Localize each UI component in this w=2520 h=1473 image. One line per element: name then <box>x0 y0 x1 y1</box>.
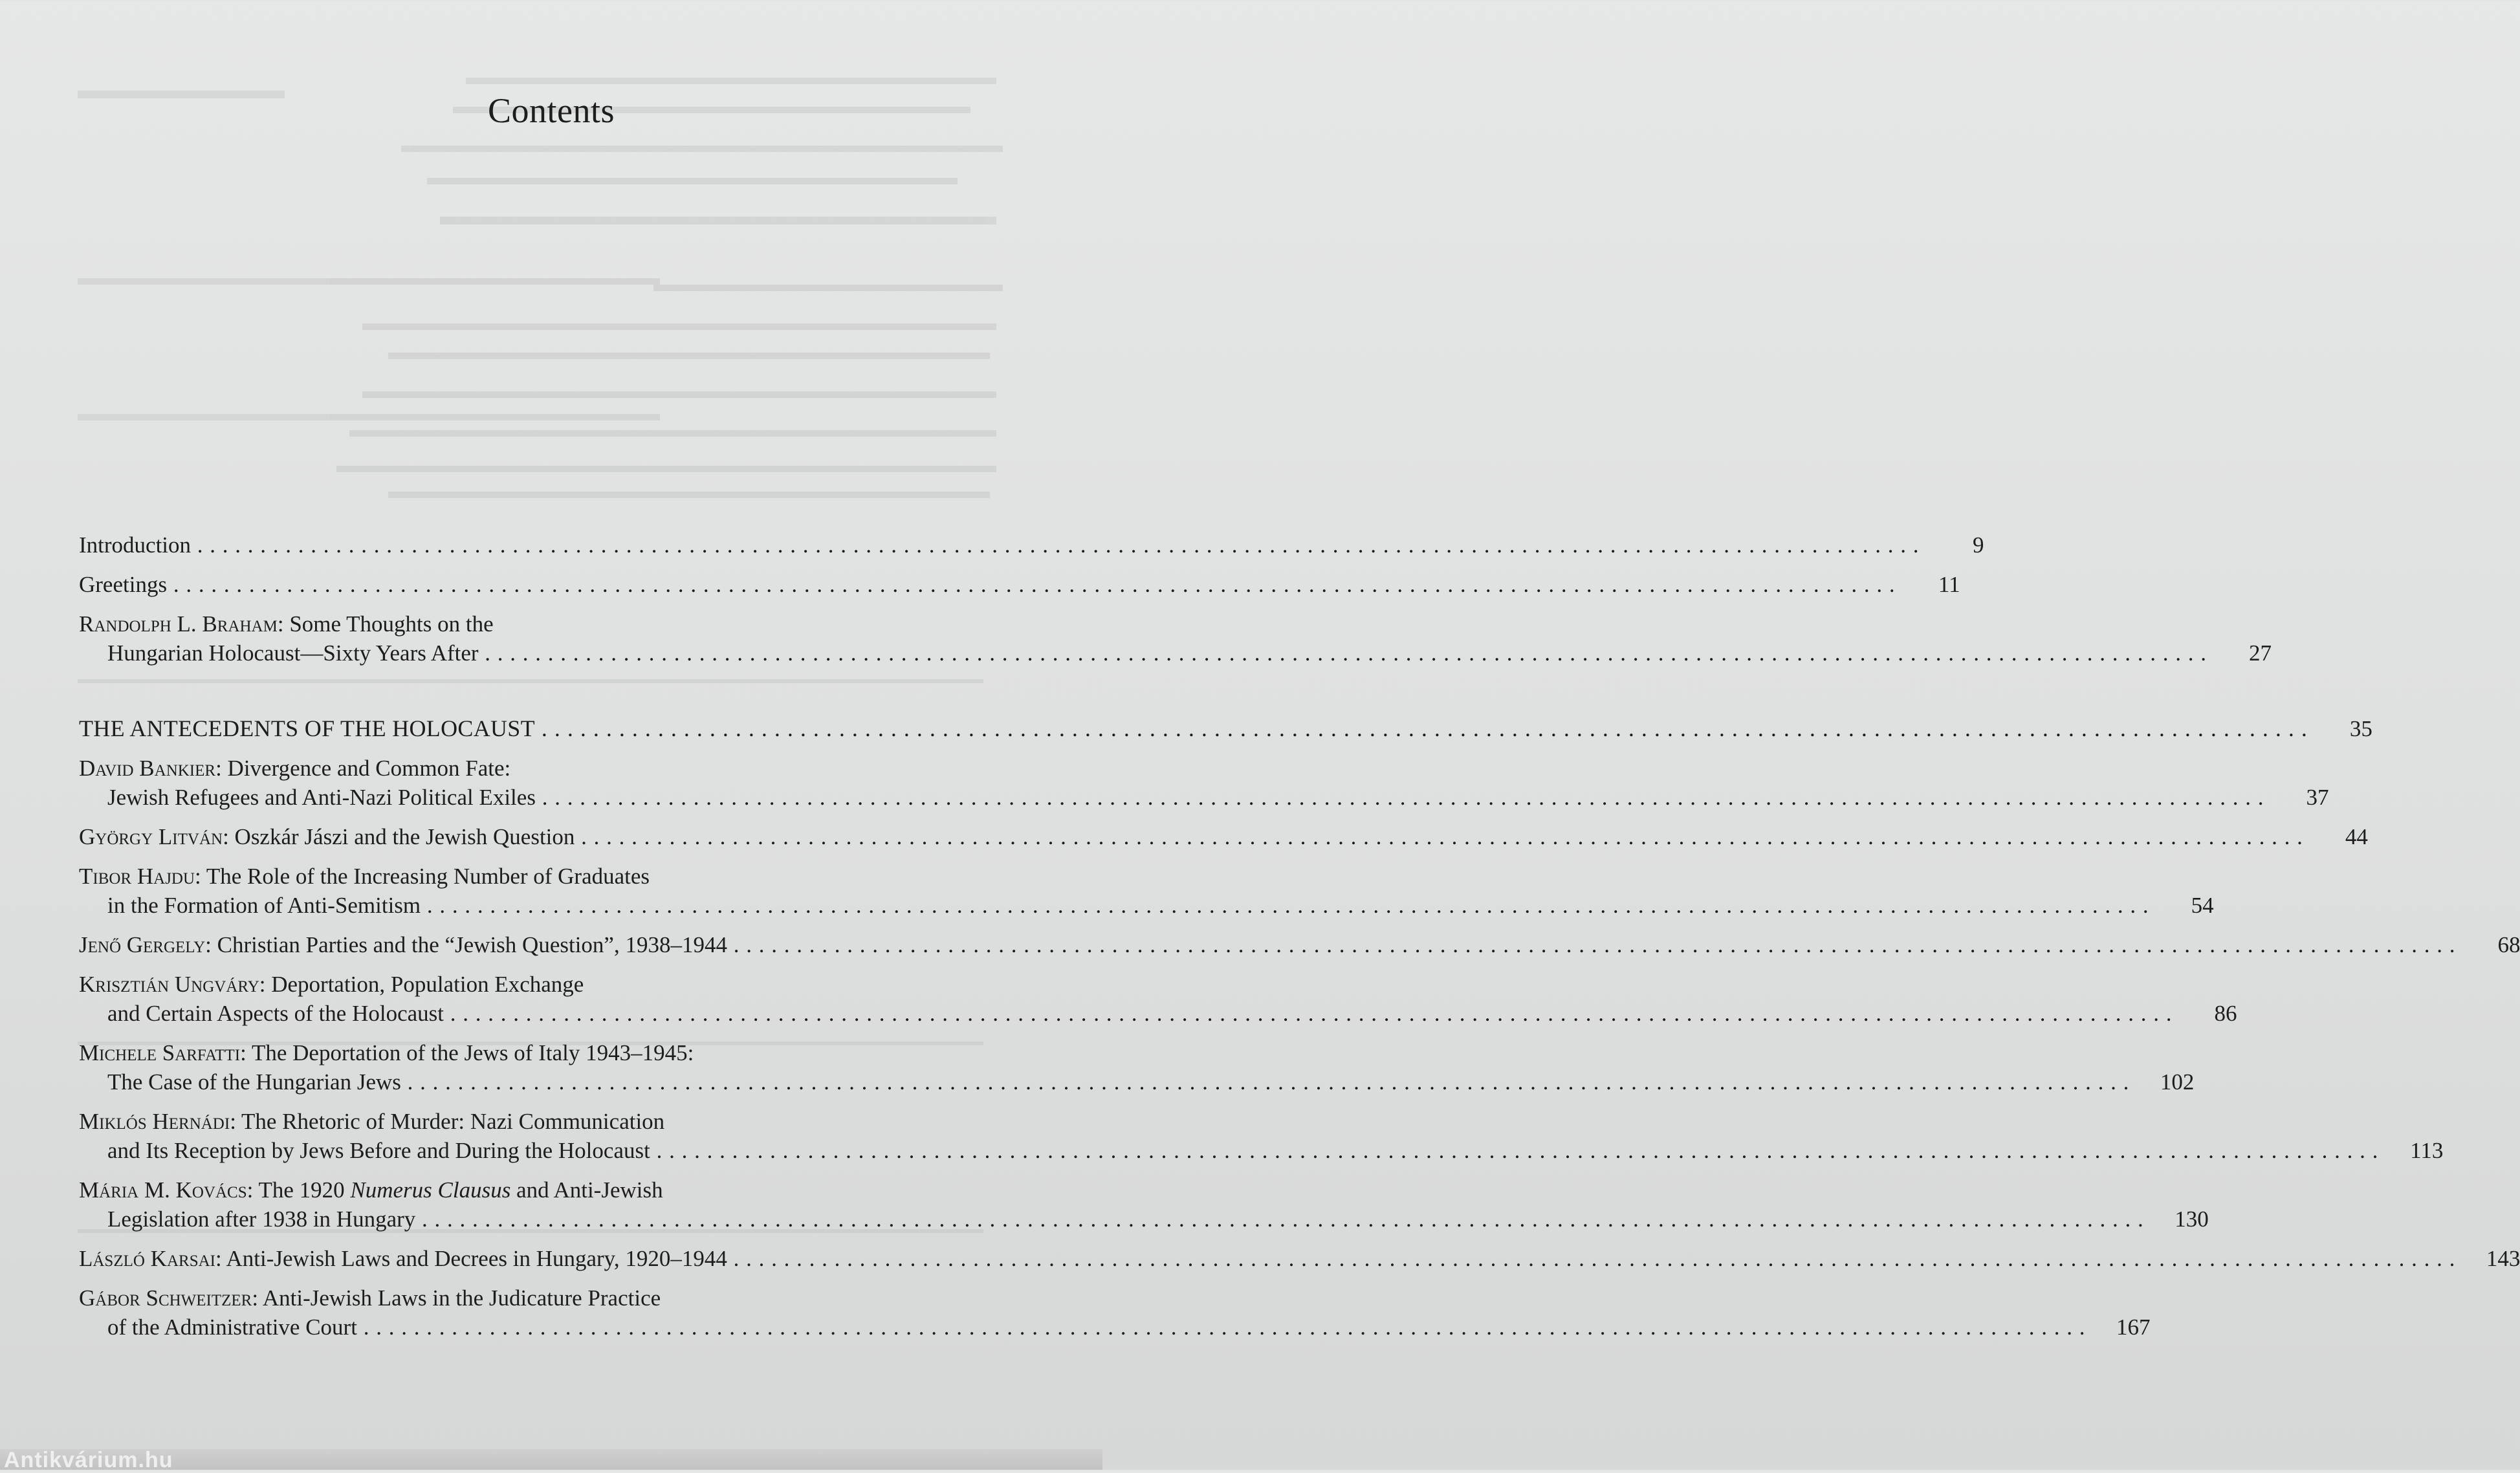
entry-line-1: György Litván: Oszkár Jászi and the Jewish Question . . . <box>79 822 2303 851</box>
page-number: 68 <box>2497 932 2520 957</box>
toc-entry-schweitzer <box>79 1283 2151 1342</box>
toc-entry-karsai <box>79 1244 2520 1273</box>
page-number: 86 <box>2214 1001 2237 1026</box>
page-title: Contents <box>487 91 615 130</box>
entry-line-1: Mária M. Kovács: The 1920 Numerus Clausus and Anti-Jewish <box>79 1177 663 1203</box>
page-number: 167 <box>2116 1315 2151 1340</box>
author-name: Mária M. Kovács <box>79 1177 247 1203</box>
toc-entry-kovacs <box>79 1175 2209 1234</box>
entry-line-2: Legislation after 1938 in Hungary . . . <box>79 1205 2144 1234</box>
watermark: Antikvárium.hu <box>4 1448 173 1472</box>
section-title: THE ANTECEDENTS OF THE HOLOCAUST . . . <box>79 714 2308 743</box>
author-name: György Litván <box>79 824 223 849</box>
entry-line-2: Jewish Refugees and Anti-Nazi Political Exiles . . . <box>79 783 2264 812</box>
page-number: 102 <box>2160 1069 2195 1095</box>
entry-line-1: László Karsai: Anti-Jewish Laws and Decrees in Hungary, 1920–1944 . . . <box>79 1244 2455 1273</box>
page-number: 143 <box>2486 1246 2520 1271</box>
entry-line-2: in the Formation of Anti-Semitism . . . <box>79 891 2149 920</box>
section-heading <box>79 714 2372 743</box>
entry-line-1: Michele Sarfatti: The Deportation of the Jews of Italy 1943–1945: <box>79 1040 694 1065</box>
toc-entry-introduction <box>79 530 1984 560</box>
entry-line-1: David Bankier: Divergence and Common Fate: <box>79 756 511 781</box>
author-name: László Karsai <box>79 1246 215 1271</box>
author-name: Michele Sarfatti <box>79 1040 241 1065</box>
author-name: Miklós Hernádi <box>79 1109 230 1134</box>
page-number: 35 <box>2349 716 2372 741</box>
page-number: 130 <box>2175 1206 2209 1232</box>
toc-entry-greetings <box>79 570 1960 599</box>
entry-line-1: Miklós Hernádi: The Rhetoric of Murder: Nazi Communication <box>79 1109 665 1134</box>
table-of-contents <box>79 530 2520 1342</box>
toc-entry-hajdu <box>79 862 2214 920</box>
author-name: Randolph L. Braham <box>79 611 278 637</box>
entry-line-1: Gábor Schweitzer: Anti-Jewish Laws in the Judicature Practice <box>79 1285 661 1311</box>
toc-entry-litvan <box>79 822 2368 851</box>
entry-line-1: Jenő Gergely: Christian Parties and the “Jewish Question”, 1938–1944 . . . <box>79 930 2455 959</box>
entry-title: Introduction . . . <box>79 530 1920 560</box>
toc-entry-gergely <box>79 930 2520 959</box>
entry-line-2: and Certain Aspects of the Holocaust . . . <box>79 999 2173 1028</box>
entry-line-1: Tibor Hajdu: The Role of the Increasing Number of Graduates <box>79 864 650 889</box>
author-name: Tibor Hajdu <box>79 864 195 889</box>
toc-entry-sarfatti <box>79 1038 2195 1097</box>
page-number: 37 <box>2306 785 2329 810</box>
entry-line-2: and Its Reception by Jews Before and During the Holocaust . . . <box>79 1136 2378 1165</box>
toc-entry-bankier <box>79 754 2329 812</box>
page-number: 54 <box>2191 893 2214 918</box>
page-number: 27 <box>2249 640 2272 666</box>
author-name: Krisztián Ungváry <box>79 972 259 997</box>
entry-title: Greetings . . . <box>79 570 1896 599</box>
page-number: 9 <box>1973 532 1984 558</box>
page-number: 113 <box>2410 1138 2444 1163</box>
entry-line-2: The Case of the Hungarian Jews . . . <box>79 1067 2129 1097</box>
entry-line-1: Krisztián Ungváry: Deportation, Population Exchange <box>79 972 584 997</box>
page-number: 44 <box>2345 824 2368 849</box>
entry-line-2: Hungarian Holocaust—Sixty Years After . . . <box>79 638 2207 668</box>
italic-title: Numerus Clausus <box>350 1177 511 1203</box>
entry-line-1: Randolph L. Braham: Some Thoughts on the <box>79 611 494 637</box>
toc-entry-ungvary <box>79 970 2237 1028</box>
toc-entry-hernadi <box>79 1107 2444 1165</box>
author-name: Gábor Schweitzer <box>79 1285 252 1311</box>
page-number: 11 <box>1938 572 1960 597</box>
toc-entry-braham <box>79 609 2272 668</box>
entry-line-2: of the Administrative Court . . . <box>79 1313 2085 1342</box>
author-name: Jenő Gergely <box>79 932 206 957</box>
author-name: David Bankier <box>79 756 216 781</box>
